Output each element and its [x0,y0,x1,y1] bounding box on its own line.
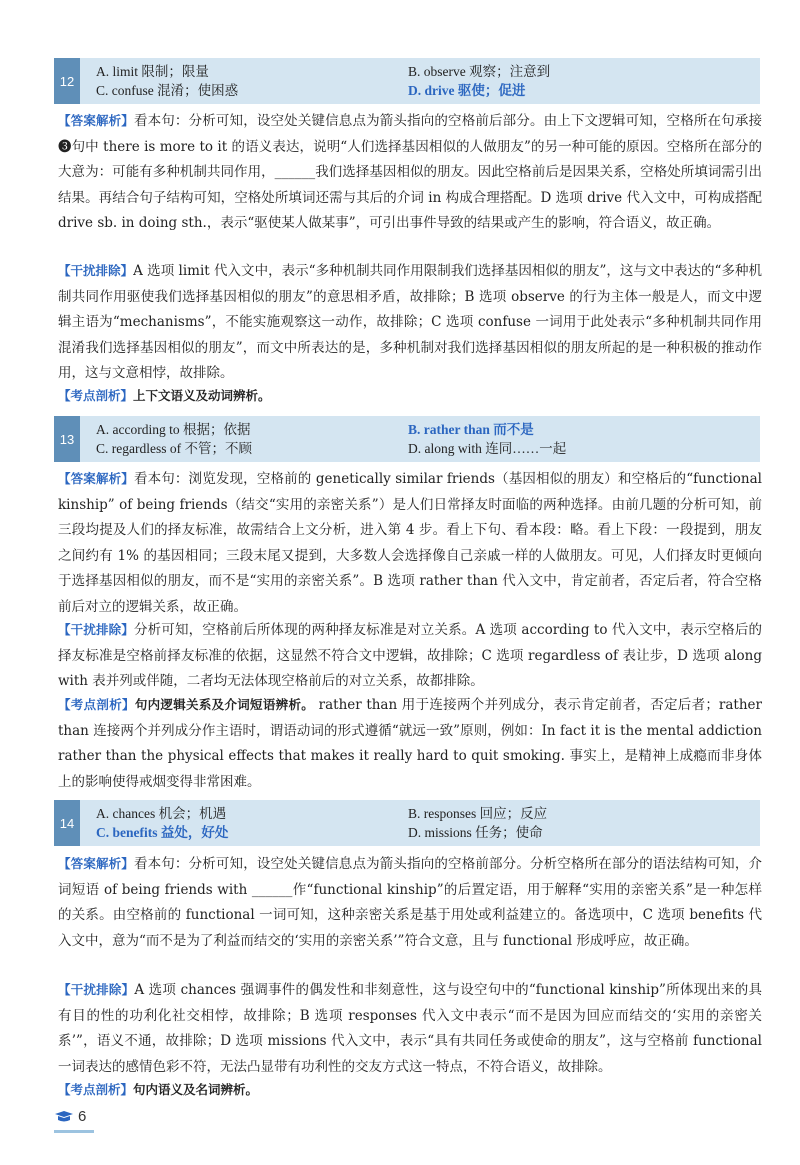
option-a: A. according to 根据；依据 [96,422,251,437]
option-c-correct: C. benefits 益处，好处 [96,825,229,840]
distractor-elimination-14 [58,977,762,1080]
question-14-options [54,800,760,846]
answer-analysis-13 [58,466,762,620]
analysis-label: 【答案解析】 [58,113,134,128]
distractor-label: 【干扰排除】 [58,622,134,637]
analysis-text: 看本句：分析可知，设空处关键信息点为箭头指向的空格前部分。分析空格所在部分的语法结构可知，介词短语 of being friends with ______作“functional kinship”的后置定语，用于解释“实用的亲密关系”是一种怎样的关系。由空格前的 functional 一词可知，这种亲密关系是基于用处或利益建立的。备选项中，C 选项 benefits 代入文中，意为“而不是为了利益而结交的‘实用的亲密关系’”符合文意，且与 functional 形成呼应，故正确。 [58,856,762,949]
analysis-label: 【答案解析】 [58,856,134,871]
option-b: B. responses 回应；反应 [408,806,548,821]
option-c: C. regardless of 不管；不顾 [96,441,252,456]
distractor-text: 分析可知，空格前后所体现的两种择友标准是对立关系。A 选项 according to 代入文中，表示空格后的择友标准是空格前择友标准的依据，这显然不符合文中逻辑，故排除；C 选项 regardless of 表让步，D 选项 along with 表并列或伴随，二者均无法体现空格前后的对立关系，故都排除。 [58,622,762,689]
option-b: B. observe 观察；注意到 [408,64,551,79]
keypoint-detail: rather than 用于连接两个并列成分，表示肯定前者，否定后者；rather than 连接两个并列成分作主语时，谓语动词的形式遵循“就远一致”原则，例如：In fact it is the mental addiction rather than the physical effects that makes it really hard to quit smoking. 事实上，是精神上成瘾而非身体上的影响使得戒烟变得非常困难。 [58,697,762,790]
distractor-text: A 选项 chances 强调事件的偶发性和非刻意性，这与设空句中的“functional kinship”所体现出来的具有目的性的功利化社交相悖，故排除；B 选项 responses 代入文中表示“而不是因为回应而结交的‘实用的亲密关系’”，语义不通，故排除；D 选项 missions 代入文中，表示“具有共同任务或使命的朋友”，这与空格前 functional 一词表达的感情色彩不符，无法凸显带有功利性的交友方式这一特点，不符合语义，故排除。 [58,982,762,1075]
keypoint-12 [58,383,762,410]
question-number: 12 [54,58,80,104]
analysis-label: 【答案解析】 [58,471,134,486]
option-b-correct: B. rather than 而不是 [408,422,534,437]
question-13-options [54,416,760,462]
distractor-label: 【干扰排除】 [58,982,135,997]
distractor-elimination-12 [58,258,762,387]
option-a: A. chances 机会；机遇 [96,806,227,821]
question-number: 14 [54,800,80,846]
option-c: C. confuse 混淆；使困惑 [96,83,239,98]
answer-analysis-12 [58,108,762,237]
keypoint-text: 句内语义及名词辨析。 [133,1082,259,1097]
option-d: D. along with 连同……一起 [408,441,567,456]
answer-analysis-14 [58,851,762,954]
option-d: D. missions 任务；使命 [408,825,543,840]
keypoint-label: 【考点剖析】 [58,697,135,712]
distractor-label: 【干扰排除】 [58,263,134,278]
distractor-elimination-13 [58,617,762,695]
keypoint-label: 【考点剖析】 [58,388,134,403]
keypoint-label: 【考点剖析】 [58,1082,134,1097]
analysis-text: 看本句：分析可知，设空处关键信息点为箭头指向的空格前后部分。由上下文逻辑可知，空格所在句承接❸句中 there is more to it 的语义表达，说明“人们选择基因相似的人做朋友”的另一种可能的原因。空格所在部分的大意为：可能有多种机制共同作用，______我们选择基因相似的朋友。因此空格前后是因果关系，空格处所填词需引出结果。再结合句子结构可知，空格处所填词还需与其后的介词 in 构成合理搭配。D 选项 drive 代入文中，可构成搭配 drive sb. in doing sth.，表示“驱使某人做某事”，可引出事件导致的结果或产生的影响，符合语义，故正确。 [58,113,762,231]
footer-underline [54,1130,94,1133]
keypoint-13 [58,692,762,795]
keypoint-text: 上下文语义及动词辨析。 [133,388,271,403]
keypoint-text: 句内逻辑关系及介词短语辨析。 [134,697,315,712]
distractor-text: A 选项 limit 代入文中，表示“多种机制共同作用限制我们选择基因相似的朋友”，这与文中表达的“多种机制共同作用驱使我们选择基因相似的朋友”的意思相矛盾，故排除；B 选项 observe 的行为主体一般是人，而文中逻辑主语为“mechanisms”，不能实施观察这一动作，故排除；C 选项 confuse 一词用于此处表示“多种机制共同作用混淆我们选择基因相似的朋友”，而文中所表达的是，多种机制对我们选择基因相似的朋友所起的是一种积极的推动作用，这与文意相悖，故排除。 [58,263,762,381]
question-number: 13 [54,416,80,462]
analysis-text: 看本句：浏览发现，空格前的 genetically similar friends（基因相似的朋友）和空格后的“functional kinship” of being friends（结交“实用的亲密关系”）是人们日常择友时面临的两种选择。由前几题的分析可知，前三段均提及人们的择友标准，故需结合上文分析，进入第 4 步。看上下句、看本段：略。看上下段：一段提到，朋友之间约有 1% 的基因相同；三段末尾又提到，大多数人会选择像自己亲戚一样的人做朋友。可见，人们择友时更倾向于选择基因相似的朋友，而不是“实用的亲密关系”。B 选项 rather than 代入文中，肯定前者，否定后者，符合空格前后对立的逻辑关系，故正确。 [58,471,762,615]
page-footer [54,1108,86,1125]
option-a: A. limit 限制；限量 [96,64,209,79]
keypoint-14 [58,1077,762,1104]
page-number: 6 [78,1108,87,1125]
option-d-correct: D. drive 驱使；促进 [408,83,526,98]
book-icon [54,1110,74,1124]
question-12-options [54,58,760,104]
